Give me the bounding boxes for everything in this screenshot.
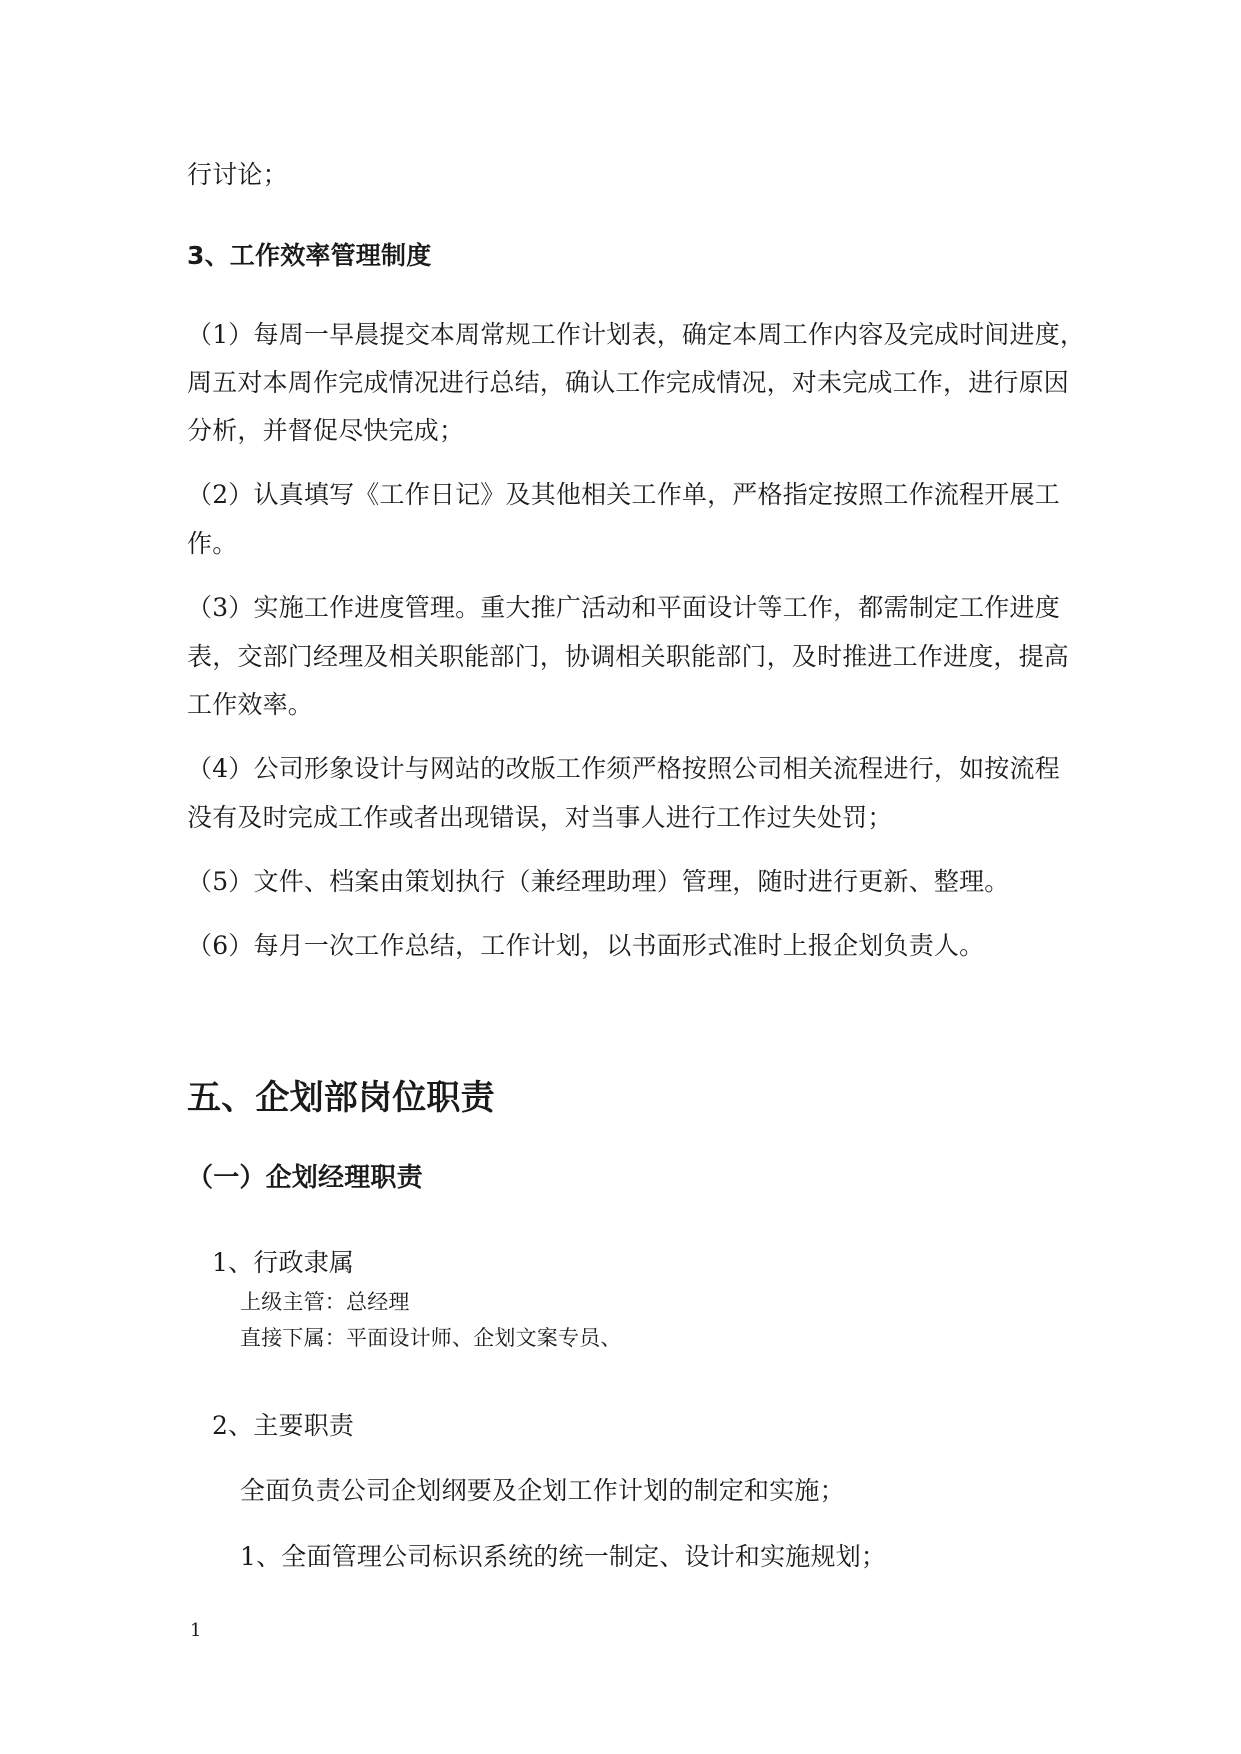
duties-item: 1、全面管理公司标识系统的统一制定、设计和实施规划； — [240, 1542, 887, 1571]
page-number: 1 — [190, 1620, 202, 1641]
list-item-line: （1）每周一早晨提交本周常规工作计划表，确定本周工作内容及完成时间进度， — [187, 320, 1086, 349]
subordinates-line: 直接下属：平面设计师、企划文案专员、 — [240, 1326, 622, 1350]
chapter-title: 五、企划部岗位职责 — [187, 1078, 495, 1118]
list-item-line: （5）文件、档案由策划执行（兼经理助理）管理，随时进行更新、整理。 — [187, 867, 1010, 896]
subsection-title: （一）企划经理职责 — [187, 1163, 423, 1193]
list-item-line: （2）认真填写《工作日记》及其他相关工作单，严格指定按照工作流程开展工 — [187, 480, 1060, 509]
list-item-line: 作。 — [187, 529, 238, 558]
list-item-line: 表，交部门经理及相关职能部门，协调相关职能部门，及时推进工作进度，提高 — [187, 642, 1070, 671]
list-item-line: 工作效率。 — [187, 690, 314, 719]
paragraph-tail: 行讨论； — [187, 160, 288, 189]
list-item-line: （6）每月一次工作总结，工作计划，以书面形式准时上报企划负责人。 — [187, 931, 985, 960]
list-item-line: 周五对本周作完成情况进行总结，确认工作完成情况，对未完成工作，进行原因 — [187, 368, 1070, 397]
list-item-line: 分析，并督促尽快完成； — [187, 416, 465, 445]
section-heading: 3、工作效率管理制度 — [187, 241, 432, 270]
duties-heading: 2、主要职责 — [212, 1411, 355, 1440]
list-item-line: （3）实施工作进度管理。重大推广活动和平面设计等工作，都需制定工作进度 — [187, 593, 1060, 622]
superior-line: 上级主管：总经理 — [240, 1290, 410, 1314]
list-item-line: （4）公司形象设计与网站的改版工作须严格按照公司相关流程进行，如按流程 — [187, 754, 1060, 783]
list-item-line: 没有及时完成工作或者出现错误，对当事人进行工作过失处罚； — [187, 803, 893, 832]
admin-heading: 1、行政隶属 — [212, 1248, 355, 1277]
duties-intro: 全面负责公司企划纲要及企划工作计划的制定和实施； — [240, 1476, 845, 1505]
